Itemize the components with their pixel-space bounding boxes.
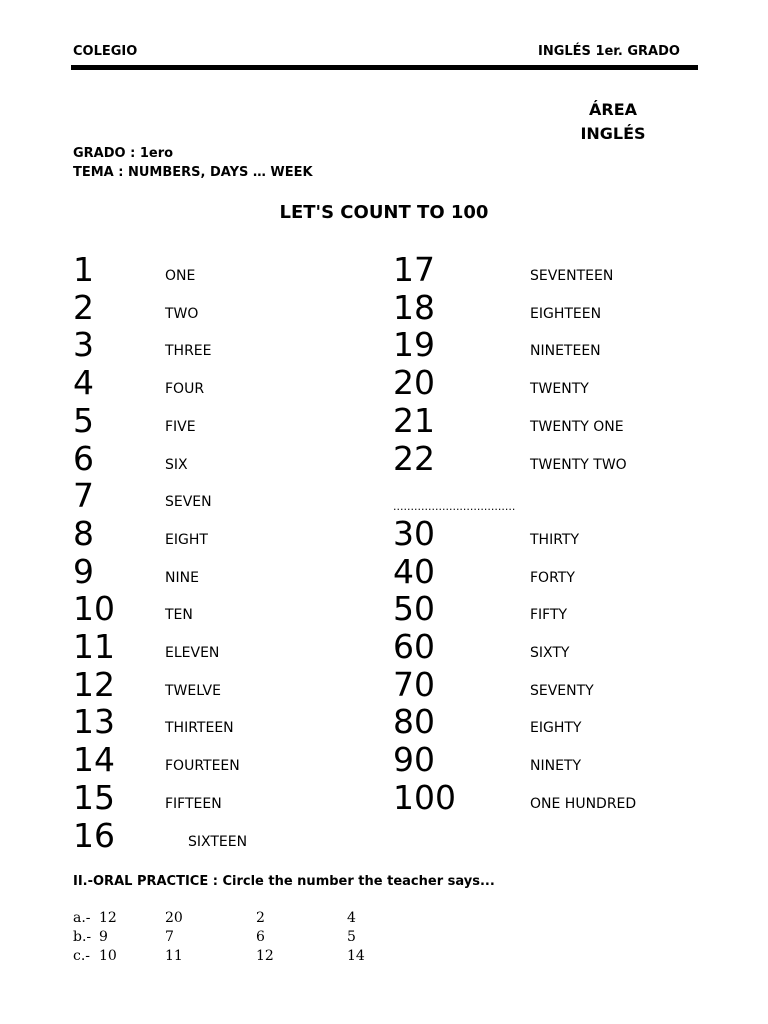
number-digit: 90	[393, 740, 435, 780]
number-word: TWENTY TWO	[530, 456, 627, 473]
answer-choice: 2	[256, 910, 265, 926]
number-digit: 17	[393, 250, 435, 289]
header-divider	[71, 65, 698, 70]
number-digit: 100	[393, 777, 456, 817]
number-digit: 80	[393, 702, 435, 742]
number-digit: 20	[393, 363, 435, 403]
number-digit: 6	[73, 438, 94, 478]
row-label: a.-	[73, 910, 91, 926]
grade-line: GRADO : 1ero	[73, 146, 174, 161]
number-digit: 15	[73, 777, 115, 817]
area-label: ÁREA	[588, 100, 637, 119]
answer-choice: 11	[165, 948, 183, 964]
number-digit: 3	[73, 325, 94, 365]
answer-choice: 5	[347, 929, 356, 945]
header-course: INGLÉS 1er. GRADO	[538, 44, 680, 59]
number-word: TWELVE	[165, 682, 221, 699]
number-word: THREE	[165, 343, 212, 360]
number-digit: 30	[393, 513, 435, 553]
answer-choice: 6	[256, 929, 265, 945]
row-label: b.-	[73, 929, 92, 945]
number-digit: 21	[393, 400, 435, 440]
number-word: NINETEEN	[530, 343, 601, 360]
ellipsis-dots: ...................................	[393, 500, 516, 514]
number-word: TEN	[165, 607, 193, 624]
number-word: SEVEN	[165, 494, 212, 511]
number-digit: 16	[73, 815, 115, 855]
answer-choice: 14	[347, 948, 365, 964]
number-word: FORTY	[530, 569, 575, 586]
answer-choice: 12	[99, 910, 117, 926]
number-digit: 19	[393, 325, 435, 365]
number-digit: 50	[393, 589, 435, 629]
answer-choice: 9	[99, 929, 108, 945]
number-digit: 11	[73, 627, 115, 666]
number-digit: 2	[73, 287, 94, 327]
answer-choice: 7	[165, 929, 174, 945]
area-subject: INGLÉS	[580, 124, 646, 143]
number-word: NINE	[165, 569, 199, 586]
number-word: EIGHT	[165, 531, 208, 548]
number-digit: 70	[393, 664, 435, 704]
number-word: EIGHTY	[530, 720, 582, 737]
number-word: ELEVEN	[165, 645, 220, 661]
number-word: SEVENTEEN	[530, 268, 614, 284]
number-digit: 60	[393, 627, 435, 666]
page-title: LET'S COUNT TO 100	[279, 202, 489, 223]
number-digit: 5	[73, 400, 94, 440]
oral-practice-heading: II.-ORAL PRACTICE : Circle the number the teacher says...	[73, 874, 495, 889]
number-digit: 18	[393, 287, 435, 327]
number-digit: 1	[73, 250, 94, 289]
number-digit: 4	[73, 363, 94, 403]
number-word: SIXTY	[530, 645, 570, 661]
row-label: c.-	[73, 948, 91, 964]
number-digit: 40	[393, 551, 435, 591]
number-word: SIXTEEN	[188, 833, 248, 850]
number-word: NINETY	[530, 758, 582, 775]
number-word: EIGHTEEN	[530, 305, 602, 322]
topic-line: TEMA : NUMBERS, DAYS … WEEK	[73, 165, 313, 180]
answer-choice: 12	[256, 948, 274, 964]
number-word: SEVENTY	[530, 682, 594, 699]
number-word: TWENTY	[530, 381, 589, 398]
number-word: TWO	[165, 305, 199, 322]
number-digit: 7	[73, 476, 94, 516]
answer-choice: 4	[347, 910, 356, 926]
number-digit: 12	[73, 664, 115, 704]
header-school: COLEGIO	[73, 44, 138, 59]
number-digit: 14	[73, 740, 115, 780]
answer-choice: 20	[165, 910, 183, 926]
number-word: ONE	[165, 268, 196, 284]
number-word: TWENTY ONE	[530, 418, 624, 435]
number-word: FIVE	[165, 418, 196, 435]
number-word: THIRTY	[530, 531, 580, 548]
answer-choice: 10	[99, 948, 117, 964]
number-word: SIX	[165, 456, 188, 473]
number-digit: 10	[73, 589, 115, 629]
number-word: FIFTY	[530, 607, 568, 624]
number-digit: 22	[393, 438, 435, 478]
number-word: THIRTEEN	[165, 720, 234, 737]
number-digit: 9	[73, 551, 94, 591]
number-word: FOUR	[165, 381, 205, 398]
number-digit: 8	[73, 513, 94, 553]
number-word: ONE HUNDRED	[530, 795, 637, 812]
number-digit: 13	[73, 702, 115, 742]
number-word: FIFTEEN	[165, 795, 222, 812]
number-word: FOURTEEN	[165, 758, 240, 775]
